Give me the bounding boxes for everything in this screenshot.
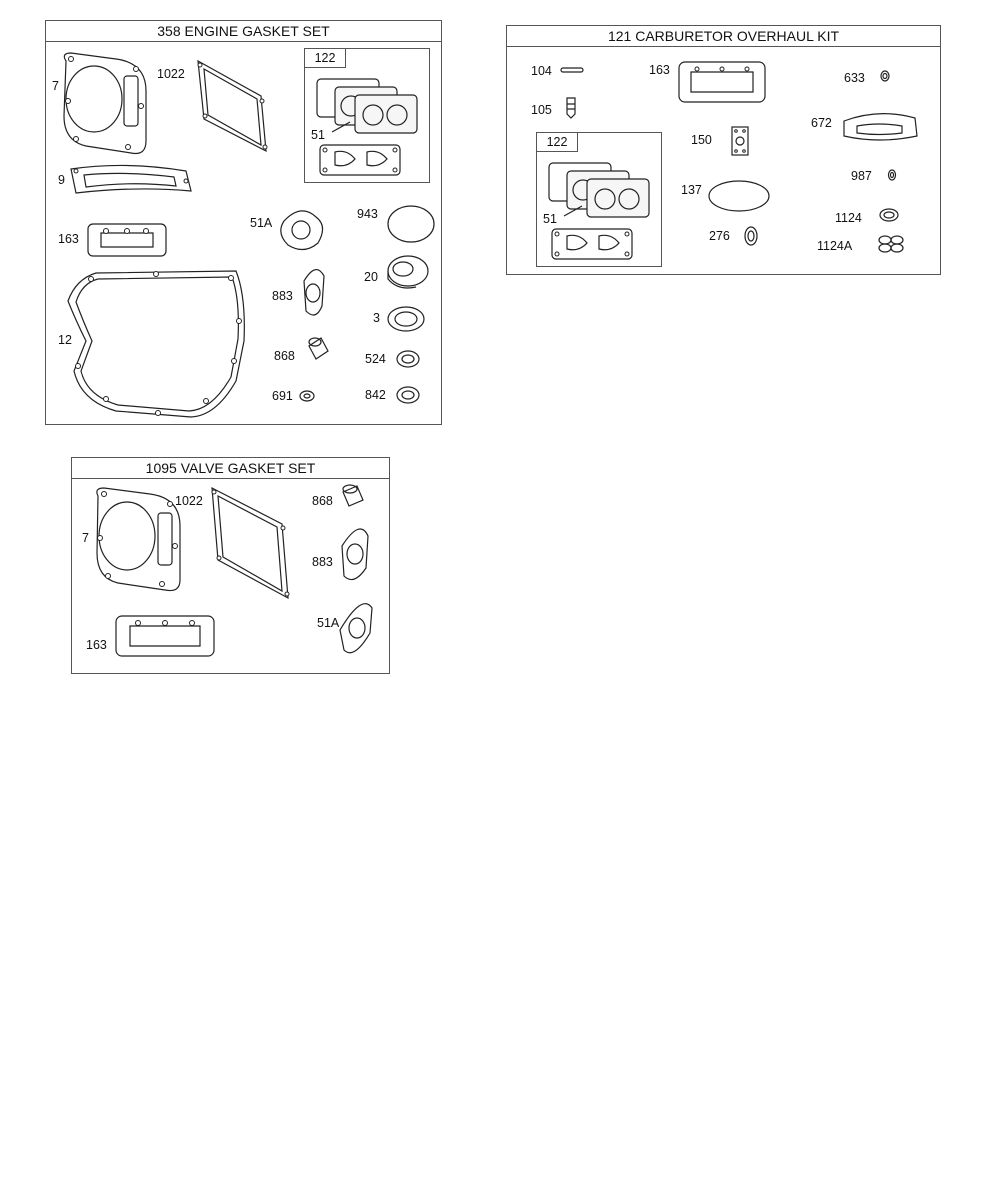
valve-label-part-163: 163 bbox=[86, 638, 107, 652]
intake-gasket-163-part bbox=[679, 62, 765, 102]
exhaust-gasket-part bbox=[281, 211, 323, 250]
carburetor-kit-panel bbox=[506, 25, 941, 275]
label-part-163-carb: 163 bbox=[649, 63, 670, 77]
label-part-842: 842 bbox=[365, 388, 386, 402]
subkit-tag: 122 bbox=[305, 49, 346, 68]
seal-524-part bbox=[397, 351, 419, 367]
intake-gasket-part bbox=[88, 224, 166, 256]
valve-cylinder-head-gasket-part bbox=[97, 488, 180, 591]
valve-label-part-51a: 51A bbox=[317, 616, 340, 630]
valve-seal-868-part bbox=[309, 338, 328, 359]
valve-label-part-1022: 1022 bbox=[175, 494, 203, 508]
label-part-1124: 1124 bbox=[835, 211, 862, 225]
seal-1124a-part bbox=[879, 236, 903, 252]
carburetor-kit-title: 121 CARBURETOR OVERHAUL KIT bbox=[507, 26, 940, 47]
label-part-883: 883 bbox=[272, 289, 293, 303]
seal-987-part bbox=[889, 170, 896, 180]
valve-rocker-cover-gasket-part bbox=[212, 488, 289, 598]
label-part-9: 9 bbox=[58, 173, 65, 187]
valve-gasket-set-panel bbox=[71, 457, 390, 674]
seal-276-part bbox=[745, 227, 757, 245]
carb-gasket-stack bbox=[317, 79, 417, 133]
carb-subkit-tag: 122 bbox=[537, 133, 578, 152]
seal-691-part bbox=[300, 391, 314, 401]
gasket-672-part bbox=[844, 114, 917, 140]
valve-exhaust-gasket-part bbox=[340, 604, 372, 653]
plate-150-part bbox=[732, 127, 748, 155]
valve-label-part-7: 7 bbox=[82, 531, 89, 545]
crankcase-gasket-part bbox=[68, 271, 244, 417]
seal-633-part bbox=[881, 71, 889, 81]
label-part-987: 987 bbox=[851, 169, 872, 183]
label-part-163: 163 bbox=[58, 232, 79, 246]
label-part-1124a: 1124A bbox=[817, 239, 853, 253]
label-part-524: 524 bbox=[365, 352, 386, 366]
subkit-artwork bbox=[305, 49, 429, 182]
engine-gasket-set-title: 358 ENGINE GASKET SET bbox=[46, 21, 441, 42]
valve-label-part-868: 868 bbox=[312, 494, 333, 508]
carb-kit-gasket-stack bbox=[549, 163, 649, 217]
valve-label-part-883: 883 bbox=[312, 555, 333, 569]
carb-kit-subkit-box bbox=[536, 132, 662, 267]
valve-gasket-set-title: 1095 VALVE GASKET SET bbox=[72, 458, 389, 479]
subkit-label-51: 51 bbox=[311, 128, 325, 142]
valve-intake-gasket-part bbox=[116, 616, 214, 656]
pin-104-part bbox=[561, 68, 583, 72]
seal-842-part bbox=[397, 387, 419, 403]
breather-gasket-part bbox=[71, 165, 191, 193]
gasket-883-part bbox=[304, 270, 324, 315]
o-ring-137-part bbox=[709, 181, 769, 211]
o-ring-943-part bbox=[388, 206, 434, 242]
valve-seal-868-part bbox=[343, 485, 363, 506]
seal-1124-part bbox=[880, 209, 898, 221]
label-part-20: 20 bbox=[364, 270, 378, 284]
label-part-7: 7 bbox=[52, 79, 59, 93]
label-part-672: 672 bbox=[811, 116, 832, 130]
oil-seal-3-part bbox=[388, 307, 424, 331]
oil-seal-20-part bbox=[388, 256, 428, 288]
carb-kit-gasket-lower bbox=[552, 229, 632, 259]
label-part-276: 276 bbox=[709, 229, 730, 243]
label-part-943: 943 bbox=[357, 207, 378, 221]
label-part-1022: 1022 bbox=[157, 67, 185, 81]
needle-105-part bbox=[567, 98, 575, 118]
valve-gasket-883-part bbox=[342, 529, 368, 580]
label-part-3: 3 bbox=[373, 311, 380, 325]
label-part-104: 104 bbox=[531, 64, 552, 78]
label-part-137: 137 bbox=[681, 183, 702, 197]
label-part-105: 105 bbox=[531, 103, 552, 117]
carb-subkit-label-51: 51 bbox=[543, 212, 557, 226]
label-part-150: 150 bbox=[691, 133, 712, 147]
carb-gasket-lower bbox=[320, 145, 400, 175]
label-part-51a: 51A bbox=[250, 216, 273, 230]
cylinder-head-gasket-part bbox=[64, 53, 146, 154]
valve-gasket-set-artwork bbox=[72, 458, 389, 673]
label-part-633: 633 bbox=[844, 71, 865, 85]
label-part-691: 691 bbox=[272, 389, 293, 403]
carb-subkit-artwork bbox=[537, 133, 661, 266]
label-part-868: 868 bbox=[274, 349, 295, 363]
label-part-12: 12 bbox=[58, 333, 72, 347]
rocker-cover-gasket-part bbox=[198, 61, 267, 151]
carb-gasket-subkit-box bbox=[304, 48, 430, 183]
engine-gasket-set-panel bbox=[45, 20, 442, 425]
